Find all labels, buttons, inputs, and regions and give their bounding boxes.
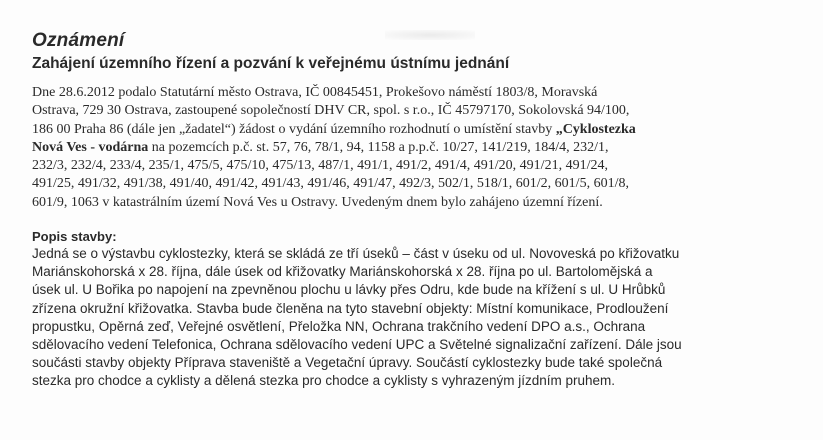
body-line-2: Ostrava, 729 30 Ostrava, zastoupené sopolečností DHV CR, spol. s r.o., IČ 45797170, Sokolovská 94/100, [32,103,630,119]
body-line-5: 232/3, 232/4, 233/4, 235/1, 475/5, 475/10, 475/13, 487/1, 491/1, 491/2, 491/4, 491/20, 491/21, 491/24, [32,158,608,174]
desc-line-8: stezka pro chodce a cyklisty a dělená stezka pro chodce a cyklisty s vyhrazeným jízdním pruhem. [32,373,616,389]
body-line-6: 491/25, 491/32, 491/38, 491/40, 491/42, 491/43, 491/46, 491/47, 492/3, 502/1, 518/1, 601/2, 601/5, 601/8, [32,176,629,192]
body-line-4-text: na pozemcích p.č. st. 57, 76, 78/1, 94, 1158 a p.p.č. 10/27, 141/219, 184/4, 232/1, [148,139,609,155]
desc-line-1: Jedná se o výstavbu cyklostezky, která se skládá ze tří úseků – část v úseku od ul. Novoveská po křižovatku [32,246,680,261]
desc-line-7: součásti stavby objekty Příprava staveniště a Vegetační úpravy. Součástí cyklostezky bude také společná [32,355,663,371]
body-line-3-text: 186 00 Praha 86 (dále jen „žadatel“) žádost o vydání územního rozhodnutí o umístění stavby [32,121,556,137]
stavba-name-end: Nová Ves - vodárna [32,139,149,155]
stavba-description [32,245,802,391]
body-line-4 [32,139,800,157]
body-line-3 [32,121,800,139]
desc-line-3: úsek ul. U Bořika po napojení na zpevněnou plochu u lávky přes Odru, kde bude na křížení s ul. U Hrůbků [32,282,666,298]
desc-line-2: Mariánskohorská x 28. října, dále úsek od křižovatky Mariánskohorská x 28. října po ul. Bartolomějská a [32,264,653,280]
desc-line-5: propustku, Opěrná zeď, Veřejné osvětlení, Přeložka NN, Ochrana trakčního vedení DPO a.s., Ochrana [32,318,646,334]
page-title: Oznámení [32,30,125,51]
body-line-7: 601/9, 1063 v katastrálním území Nová Ves u Ostravy. Uvedeným dnem bylo zahájeno územní řízení. [32,194,603,210]
desc-line-4: zřízena okružní křižovatka. Stavba bude členěna na tyto stavební objekty: Místní komunikace, Prodloužení [32,300,669,316]
stavba-name-start: „Cyklostezka [555,121,636,137]
notice-body [32,84,800,212]
page-subtitle: Zahájení územního řízení a pozvání k veřejnému ústnímu jednání [32,55,510,72]
body-line-1: Dne 28.6.2012 podalo Statutární město Ostrava, IČ 00845451, Prokešovo náměstí 1803/8, Moravská [32,85,598,100]
scan-smudge [385,30,475,40]
section-heading: Popis stavby: [32,229,117,244]
desc-line-6: sdělovacího vedení Telefonica, Ochrana sdělovacího vedení UPC a Světelné signalizační zařízení. Dále jsou [32,337,682,353]
